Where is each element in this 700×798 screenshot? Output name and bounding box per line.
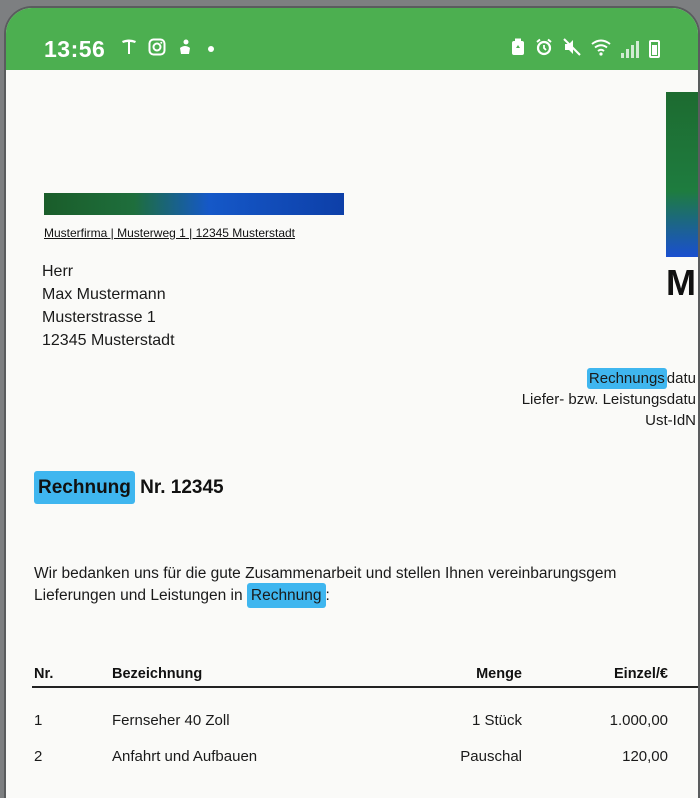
- company-logo-right: [666, 92, 698, 257]
- clock: 13:56: [44, 36, 106, 62]
- intro-line-1: Wir bedanken uns für die gute Zusammenarbeit und stellen Ihnen vereinbarungsgem: [34, 565, 617, 582]
- recipient-city: 12345 Musterstadt: [42, 332, 175, 349]
- column-einzel: Einzel/€: [614, 666, 668, 682]
- recipient-street: Musterstrasse 1: [42, 309, 156, 326]
- column-nr: Nr.: [34, 666, 54, 682]
- phone-screen: [6, 8, 698, 798]
- row-menge: Pauschal: [460, 748, 522, 765]
- table-row: [32, 712, 698, 734]
- wifi-icon: [591, 38, 611, 60]
- row-bezeichnung: Anfahrt und Aufbauen: [112, 748, 258, 765]
- tesla-icon: [120, 38, 138, 60]
- delivery-date-label: Liefer- bzw. Leistungsdatu: [521, 391, 696, 408]
- instagram-icon: [148, 38, 166, 60]
- row-einzel: 120,00: [622, 748, 668, 765]
- invoice-intro: [34, 563, 616, 607]
- vat-id-label: Ust-IdN: [645, 412, 696, 429]
- invoice-document: [6, 70, 698, 798]
- battery-saver-icon: [511, 38, 525, 60]
- battery-icon: [649, 40, 660, 58]
- row-bezeichnung: Fernseher 40 Zoll: [112, 712, 230, 729]
- recipient-name: Max Mustermann: [42, 286, 166, 303]
- search-highlight: Rechnung: [247, 583, 326, 608]
- row-menge: 1 Stück: [471, 712, 522, 729]
- search-highlight: Rechnung: [34, 471, 135, 504]
- table-row: [32, 748, 698, 770]
- row-nr: 2: [34, 748, 43, 765]
- column-menge: Menge: [476, 666, 522, 682]
- invoice-meta: [522, 368, 696, 431]
- mute-icon: [563, 38, 581, 60]
- column-bezeichnung: Bezeichnung: [112, 666, 203, 682]
- status-bar: [6, 8, 698, 70]
- intro-line-2: Lieferungen und Leistungen in Rechnung :: [34, 585, 616, 607]
- sender-address-line: Musterfirma | Musterweg 1 | 12345 Musterstadt: [44, 226, 295, 240]
- recipient-address: [42, 260, 175, 352]
- alarm-icon: [535, 38, 553, 60]
- status-right-icons: [511, 38, 660, 60]
- invoice-date-label: Rechnungs datu: [588, 370, 696, 387]
- more-notifications-dot-icon: [208, 46, 214, 52]
- table-header-rule: [32, 686, 698, 688]
- invoice-title: Rechnung Nr. 12345: [34, 477, 224, 499]
- recipient-salutation: Herr: [42, 263, 74, 280]
- search-highlight: Rechnungs: [588, 370, 665, 387]
- table-header: [32, 666, 698, 686]
- notification-icon: [176, 38, 194, 60]
- row-einzel: 1.000,00: [609, 712, 668, 729]
- company-logo-bar: [44, 193, 344, 215]
- signal-icon: [621, 40, 639, 58]
- row-nr: 1: [34, 712, 43, 729]
- company-logo-letter: M: [666, 262, 696, 303]
- status-left-icons: [120, 38, 214, 60]
